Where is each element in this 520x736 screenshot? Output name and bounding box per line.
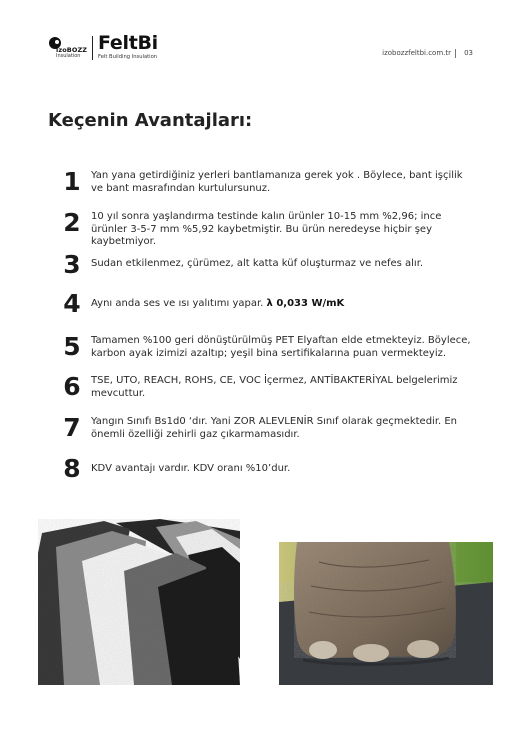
advantage-text: KDV avantajı vardır. KDV oranı %10’dur. (91, 463, 291, 474)
advantage-text: TSE, UTO, REACH, ROHS, CE, VOC İçermez, ANTİBAKTERİYAL belgelerimiz mevcuttur. (91, 375, 458, 399)
page-header (47, 30, 473, 64)
advantage-number: 6 (63, 372, 81, 401)
advantage-number: 2 (63, 208, 81, 237)
thermal-conductivity-value: λ 0,033 W/mK (266, 298, 345, 309)
elephant-foot-illustration (279, 542, 493, 685)
advantage-text: 10 yıl sonra yaşlandırma testinde kalın ürünler 10-15 mm %2,96; ince ürünler 3-5-7 mm %5,92 kaybetmiştir. Bu ürün neredeyse hiçbir şey kaybetmiyor. (91, 211, 442, 247)
advantage-number: 8 (63, 454, 81, 483)
website-link[interactable]: izobozzfeltbi.com.tr (382, 49, 451, 57)
advantage-number: 7 (63, 413, 81, 442)
logo-divider (92, 36, 93, 60)
advantage-number: 4 (63, 289, 81, 318)
izobozz-logo (47, 36, 91, 60)
advantage-text: Yan yana getirdiğiniz yerleri bantlamanıza gerek yok . Böylece, bant işçilik ve bant masrafından kurtulursunuz. (91, 170, 463, 194)
feltbi-logo-name: FeltBi (98, 32, 158, 54)
page-number: 03 (464, 49, 473, 57)
advantage-number: 1 (63, 167, 81, 196)
izobozz-logo-name: izoBOZZ (56, 46, 88, 54)
advantage-number: 5 (63, 332, 81, 361)
advantage-text: Sudan etkilenmez, çürümez, alt katta küf oluşturmaz ve nefes alır. (91, 258, 424, 269)
felt-samples-illustration (38, 519, 240, 685)
feltbi-logo-subtitle: Felt Building Insulation (98, 54, 158, 60)
advantage-text: Tamamen %100 geri dönüştürülmüş PET Elyaftan elde etmekteyiz. Böylece, karbon ayak izimizi azaltıp; yeşil bina sertifikalarına puan vermekteyiz. (91, 335, 471, 359)
felt-samples-photo (38, 519, 240, 685)
advantage-text-main: Aynı anda ses ve ısı yalıtımı yapar. (91, 298, 264, 309)
page-title: Keçenin Avantajları: (48, 110, 253, 131)
advantage-text: Yangın Sınıfı Bs1d0 ‘dır. Yani ZOR ALEVLENİR Sınıf olarak geçmektedir. En önemli özelliği zehirli gaz çıkarmamasıdır. (91, 416, 458, 440)
advantage-number: 3 (63, 250, 81, 279)
page-number-divider (455, 49, 456, 58)
advantage-text (91, 298, 477, 311)
izobozz-logo-subtitle: Insulation (56, 53, 81, 59)
elephant-foot-photo (279, 542, 493, 685)
